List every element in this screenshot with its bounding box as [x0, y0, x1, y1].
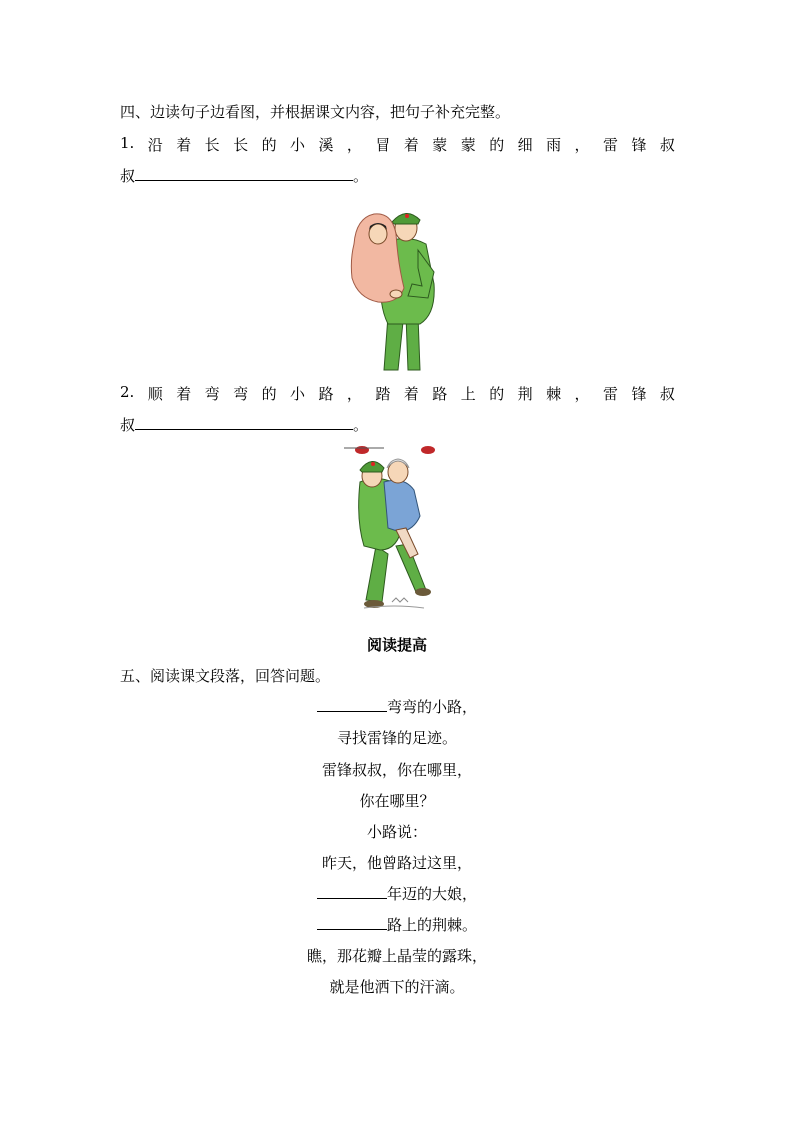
q1-char: 锋	[631, 136, 647, 154]
q2-char: 的	[489, 385, 505, 403]
q2-char: 弯	[204, 385, 220, 403]
poem-line-6: 昨天，他曾路过这里，	[321, 854, 472, 872]
poem-text: 路上的荆棘。	[386, 916, 477, 934]
poem-line-2: 寻找雷锋的足迹。	[336, 729, 457, 747]
q2-char: 雷	[603, 385, 619, 403]
q2-char: 顺	[147, 385, 163, 403]
soldier-carrying-old-woman-illustration	[344, 446, 444, 616]
q1-char: 的	[261, 136, 277, 154]
poem-blank-3[interactable]	[317, 915, 387, 930]
q2-char: 叔	[659, 385, 675, 403]
poem-line-9: 瞧，那花瓣上晶莹的露珠，	[306, 947, 487, 965]
question2-line2	[120, 414, 368, 435]
q1-char: 蒙	[432, 136, 448, 154]
q2-char: 棘	[546, 385, 562, 403]
poem-line-4: 你在哪里？	[359, 792, 435, 810]
q1-char: 雷	[603, 136, 619, 154]
answer-blank-1[interactable]	[135, 166, 353, 181]
q2-char: ，	[574, 385, 590, 403]
q2-char: 的	[261, 385, 277, 403]
soldier-carrying-child-illustration	[348, 204, 440, 374]
q1-char: 蒙	[460, 136, 476, 154]
q2-char: 着	[403, 385, 419, 403]
answer-blank-2[interactable]	[135, 415, 353, 430]
q2-char: 着	[176, 385, 192, 403]
poem-blank-2[interactable]	[317, 884, 387, 899]
q2-char: 锋	[631, 385, 647, 403]
q1-char: 叔	[659, 136, 675, 154]
poem-text: 年迈的大娘，	[386, 885, 477, 903]
q2-char: 小	[290, 385, 306, 403]
q2-char: 路	[432, 385, 448, 403]
q1-char: 长	[204, 136, 220, 154]
q1-char: ，	[346, 136, 362, 154]
q2-char: 上	[460, 385, 476, 403]
q1-char: 长	[233, 136, 249, 154]
poem-line-10: 就是他洒下的汗滴。	[329, 978, 465, 996]
q2-char: 2.	[120, 383, 135, 401]
q1-prefix: 叔	[120, 167, 136, 185]
question1-line1	[120, 134, 675, 155]
q1-char: 雨	[546, 136, 562, 154]
q2-char: 踏	[375, 385, 391, 403]
question2-line1	[120, 383, 675, 404]
q1-char: 溪	[318, 136, 334, 154]
q1-end: 。	[353, 167, 369, 185]
section4-heading: 四、边读句子边看图，并根据课文内容，把句子补充完整。	[120, 103, 511, 121]
section5-heading: 五、阅读课文段落，回答问题。	[120, 667, 331, 685]
q2-prefix: 叔	[120, 416, 136, 434]
poem-line-3: 雷锋叔叔，你在哪里，	[321, 761, 472, 779]
q1-char: 冒	[375, 136, 391, 154]
q1-char: 沿	[147, 136, 163, 154]
q1-char: ，	[574, 136, 590, 154]
question1-line2	[120, 165, 368, 186]
q1-char: 着	[176, 136, 192, 154]
q1-char: 的	[489, 136, 505, 154]
poem-line-5: 小路说：	[366, 823, 427, 841]
q2-char: 弯	[233, 385, 249, 403]
q2-end: 。	[353, 416, 369, 434]
q2-char: ，	[346, 385, 362, 403]
q1-char: 细	[517, 136, 533, 154]
q1-char: 1.	[120, 134, 135, 152]
poem-blank-1[interactable]	[317, 697, 387, 712]
poem-text: 弯弯的小路，	[386, 698, 477, 716]
q1-char: 着	[403, 136, 419, 154]
poem-line-7	[0, 883, 794, 904]
q2-char: 荆	[517, 385, 533, 403]
reading-section-title: 阅读提高	[366, 636, 427, 654]
q2-char: 路	[318, 385, 334, 403]
poem-line-8	[0, 914, 794, 935]
poem-line-1	[0, 696, 794, 717]
q1-char: 小	[290, 136, 306, 154]
